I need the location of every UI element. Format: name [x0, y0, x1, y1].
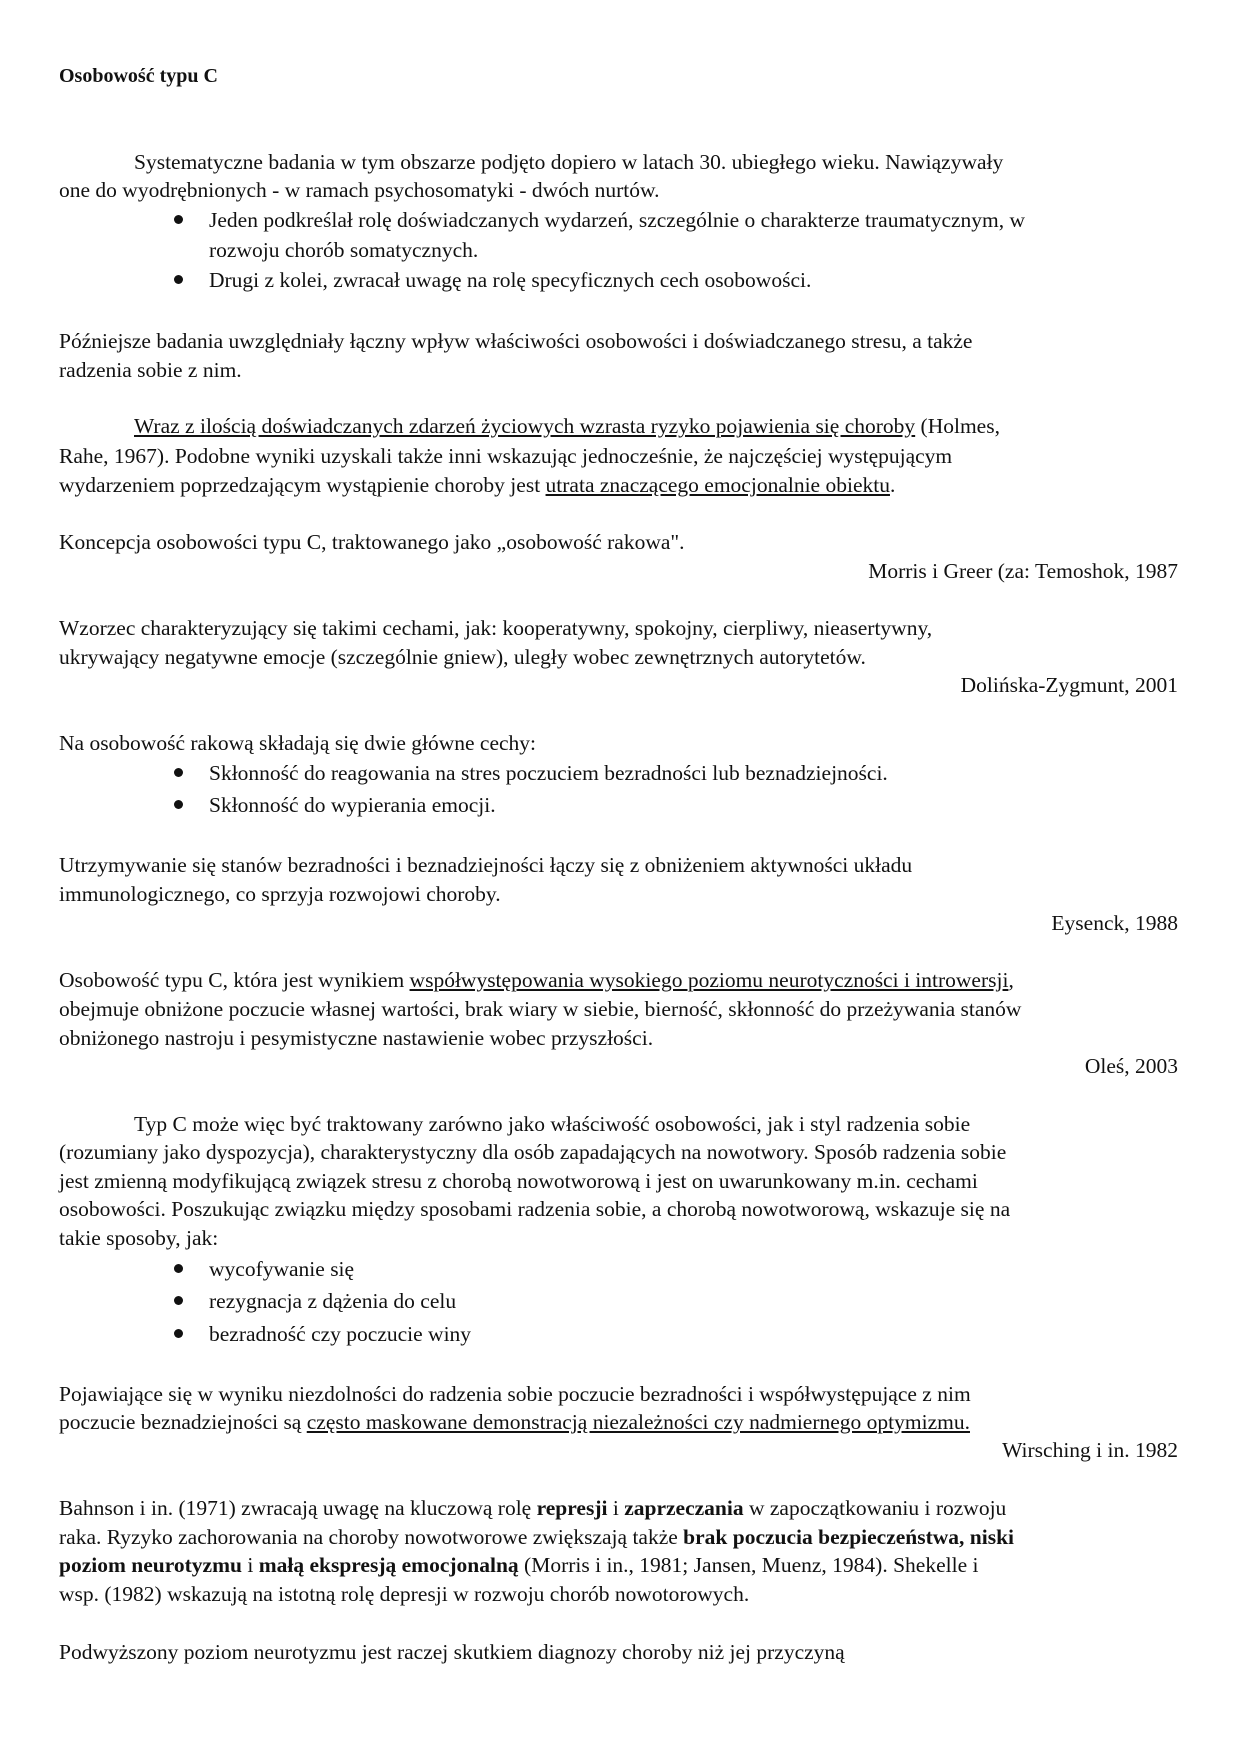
text-run: Jeden podkreślał rolę doświadczanych wydarzeń, szczególnie o charakterze traumatycznym, w — [209, 208, 1026, 232]
text-run: Skłonność do wypierania emocji. — [209, 793, 496, 817]
text-run: Rahe, 1967). Podobne wyniki uzyskali także inni wskazując jednocześnie, że najczęściej występującym — [59, 444, 953, 468]
text-run: Wzorzec charakteryzujący się takimi cechami, jak: kooperatywny, spokojny, cierpliwy, nieasertywny, — [59, 616, 933, 640]
bullet-item-line — [209, 1287, 456, 1315]
bullet-icon — [174, 768, 183, 777]
text-run: jest zmienną modyfikującą związek stresu z chorobą nowotworową i jest on uwarunkowany m.in. cechami — [59, 1169, 978, 1193]
text-run: wycofywanie się — [209, 1257, 355, 1281]
bullet-item-line — [209, 791, 496, 819]
underlined-text: utrata znaczącego emocjonalnie obiektu — [545, 473, 890, 497]
underlined-text: często maskowane demonstracją niezależności czy nadmiernego optymizmu. — [306, 1410, 970, 1434]
text-run: Bahnson i in. (1971) zwracają uwagę na kluczową rolę — [59, 1496, 537, 1520]
paragraph-line — [134, 412, 1000, 440]
text-run: Wirsching i in. 1982 — [1002, 1438, 1178, 1462]
bold-text: represji — [536, 1496, 608, 1520]
citation-line — [1051, 909, 1178, 937]
text-run: Podwyższony poziom neurotyzmu jest raczej skutkiem diagnozy choroby niż jej przyczyną — [59, 1640, 845, 1664]
text-run: (Holmes, — [915, 414, 1000, 438]
paragraph-line — [59, 880, 501, 908]
paragraph-line — [59, 1551, 978, 1579]
text-run: one do wyodrębnionych - w ramach psychosomatyki - dwóch nurtów. — [59, 178, 660, 202]
citation-line — [961, 671, 1178, 699]
paragraph-line — [59, 851, 912, 879]
text-run: obniżonego nastroju i pesymistyczne nastawienie wobec przyszłości. — [59, 1026, 654, 1050]
paragraph-line — [59, 1195, 1010, 1223]
text-run: takie sposoby, jak: — [59, 1226, 219, 1250]
text-run: i — [607, 1496, 625, 1520]
bullet-icon — [174, 1296, 183, 1305]
paragraph-line — [59, 1523, 1014, 1551]
bold-text: poziom neurotyzmu — [59, 1553, 242, 1577]
text-run: , — [1008, 968, 1014, 992]
bold-text: zaprzeczania — [624, 1496, 744, 1520]
underlined-text: Wraz z ilością doświadczanych zdarzeń życiowych wzrasta ryzyko pojawienia się choroby — [134, 414, 916, 438]
bullet-icon — [174, 275, 183, 284]
text-run: Morris i Greer (za: Temoshok, 1987 — [868, 559, 1178, 583]
paragraph-line — [59, 176, 659, 204]
paragraph-line — [59, 1638, 845, 1666]
paragraph-line — [59, 1167, 978, 1195]
paragraph-line — [59, 1408, 970, 1436]
paragraph-line — [59, 614, 932, 642]
text-run: (rozumiany jako dyspozycja), charakterystyczny dla osób zapadających na nowotwory. Sposób radzenia sobie — [59, 1140, 1007, 1164]
text-run: Dolińska-Zygmunt, 2001 — [960, 673, 1178, 697]
paragraph-line — [134, 148, 1003, 176]
paragraph-line — [59, 356, 242, 384]
bullet-item-line — [209, 759, 888, 787]
text-run: Pojawiające się w wyniku niezdolności do radzenia sobie poczucie bezradności i współwystępujące z nim — [59, 1382, 971, 1406]
text-run: bezradność czy poczucie winy — [209, 1322, 472, 1346]
text-run: (Morris i in., 1981; Jansen, Muenz, 1984). Shekelle i — [518, 1553, 979, 1577]
text-run: Osobowość typu C, która jest wynikiem — [59, 968, 410, 992]
text-run: poczucie beznadziejności są — [59, 1410, 307, 1434]
paragraph-line — [59, 471, 895, 499]
text-run: radzenia sobie z nim. — [59, 358, 242, 382]
text-run: Skłonność do reagowania na stres poczuciem bezradności lub beznadziejności. — [209, 761, 888, 785]
bullet-item-line — [209, 206, 1025, 234]
text-run: ukrywający negatywne emocje (szczególnie gniew), uległy wobec zewnętrznych autorytetów. — [59, 645, 866, 669]
text-run: osobowości. Poszukując związku między sposobami radzenia sobie, a chorobą nowotworową, wskazuje się na — [59, 1197, 1011, 1221]
text-run: Późniejsze badania uwzględniały łączny wpływ właściwości osobowości i doświadczanego stresu, a także — [59, 329, 973, 353]
bold-text: brak poczucia bezpieczeństwa, niski — [683, 1525, 1015, 1549]
text-run: Utrzymywanie się stanów bezradności i beznadziejności łączy się z obniżeniem aktywności układu — [59, 853, 913, 877]
document-title: Osobowość typu C — [59, 65, 218, 87]
text-run: obejmuje obniżone poczucie własnej wartości, brak wiary w siebie, bierność, skłonność do przeżywania stanów — [59, 997, 1022, 1021]
citation-line — [1002, 1436, 1178, 1464]
paragraph-line — [59, 442, 952, 470]
bullet-item-line — [209, 236, 478, 264]
bullet-item-line — [209, 1255, 354, 1283]
text-run: Oleś, 2003 — [1084, 1054, 1178, 1078]
text-run: rezygnacja z dążenia do celu — [209, 1289, 457, 1313]
text-run: immunologicznego, co sprzyja rozwojowi choroby. — [59, 882, 501, 906]
citation-line — [1085, 1052, 1178, 1080]
text-run: wsp. (1982) wskazują na istotną rolę depresji w rozwoju chorób nowotorowych. — [59, 1582, 750, 1606]
paragraph-line — [134, 1110, 970, 1138]
bullet-item-line — [209, 266, 811, 294]
paragraph-line — [59, 327, 972, 355]
paragraph-line — [59, 966, 1014, 994]
citation-line — [868, 557, 1178, 585]
paragraph-line — [59, 729, 536, 757]
paragraph-line — [59, 1138, 1006, 1166]
bold-text: małą ekspresją emocjonalną — [258, 1553, 519, 1577]
paragraph-line — [59, 1024, 653, 1052]
text-run: Na osobowość rakową składają się dwie główne cechy: — [59, 731, 537, 755]
paragraph-line — [59, 643, 866, 671]
underlined-text: współwystępowania wysokiego poziomu neurotyczności i introwersji — [409, 968, 1009, 992]
text-run: Typ C może więc być traktowany zarówno jako właściwość osobowości, jak i styl radzenia sobie — [134, 1112, 971, 1136]
text-run: wydarzeniem poprzedzającym wystąpienie choroby jest — [59, 473, 546, 497]
text-run: w zapoczątkowaniu i rozwoju — [743, 1496, 1007, 1520]
paragraph-line — [59, 1224, 218, 1252]
paragraph-line — [59, 1380, 971, 1408]
bullet-icon — [174, 1329, 183, 1338]
text-run: i — [241, 1553, 259, 1577]
text-run: rozwoju chorób somatycznych. — [209, 238, 479, 262]
bullet-item-line — [209, 1320, 471, 1348]
text-run: Eysenck, 1988 — [1051, 911, 1178, 935]
text-run: Koncepcja osobowości typu C, traktowanego jako „osobowość rakowa". — [59, 530, 685, 554]
bullet-icon — [174, 215, 183, 224]
text-run: raka. Ryzyko zachorowania na choroby nowotworowe zwiększają także — [59, 1525, 684, 1549]
text-run: . — [889, 473, 896, 497]
paragraph-line — [59, 995, 1021, 1023]
bullet-icon — [174, 1264, 183, 1273]
paragraph-line — [59, 528, 685, 556]
bullet-icon — [174, 800, 183, 809]
text-run: Drugi z kolei, zwracał uwagę na rolę specyficznych cech osobowości. — [209, 268, 812, 292]
text-run: Systematyczne badania w tym obszarze podjęto dopiero w latach 30. ubiegłego wieku. Nawiązywały — [134, 150, 1004, 174]
paragraph-line — [59, 1494, 1006, 1522]
paragraph-line — [59, 1580, 749, 1608]
